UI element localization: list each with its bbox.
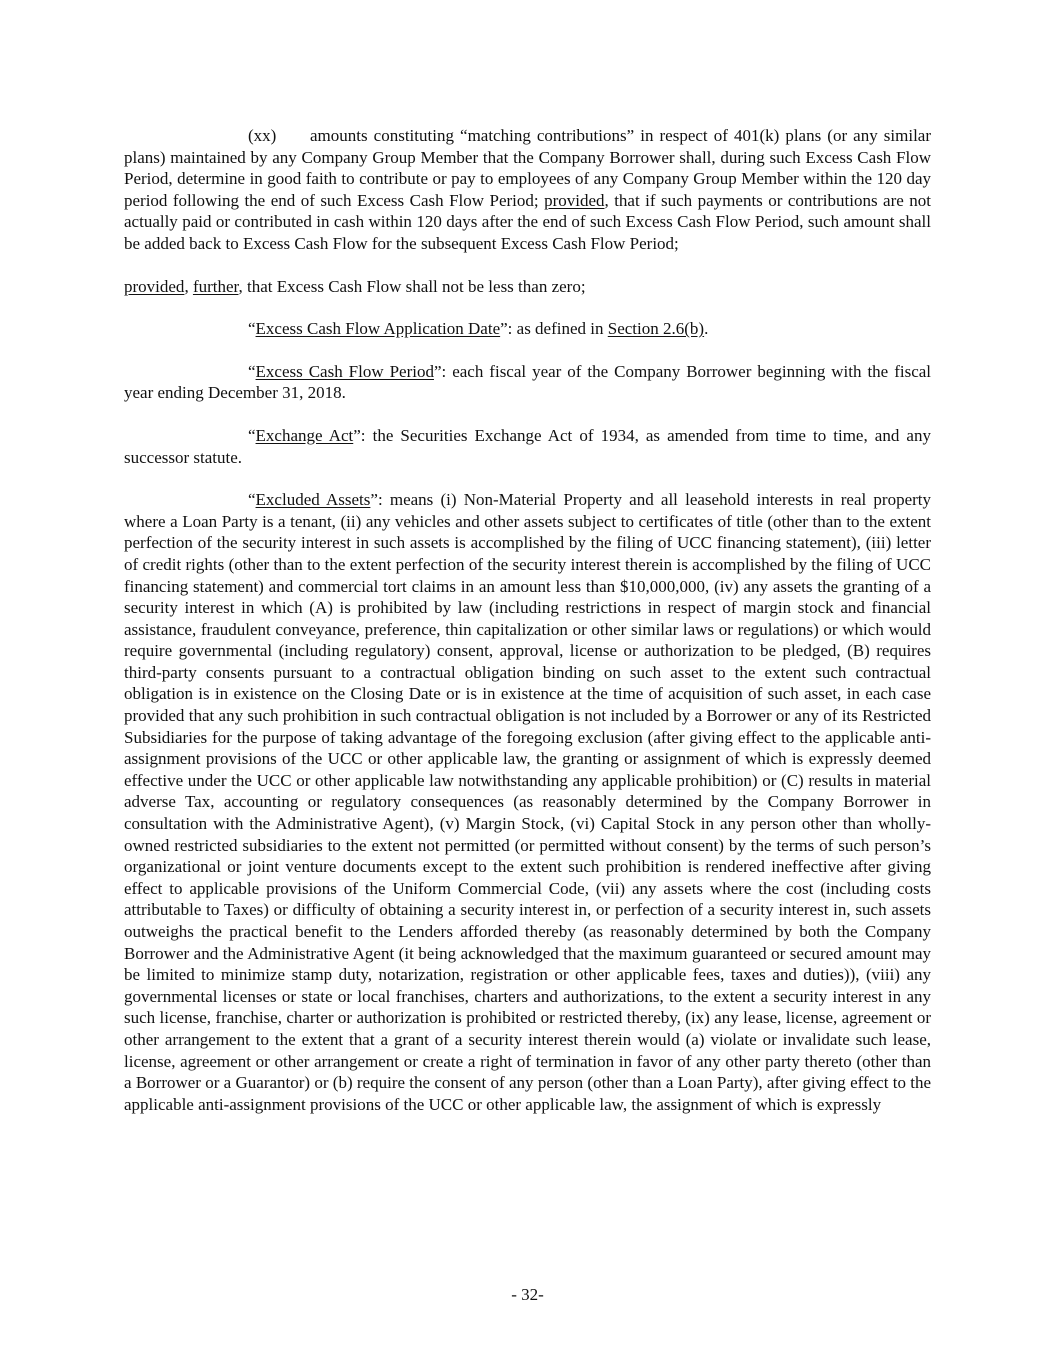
proviso-text: , that Excess Cash Flow shall not be less than zero; xyxy=(238,276,586,296)
defined-term: Excess Cash Flow Application Date xyxy=(255,319,501,339)
paragraph-number: (xx) xyxy=(248,126,277,145)
open-quote: “ xyxy=(248,319,256,339)
definition-excluded-assets xyxy=(124,489,931,1115)
open-quote: “ xyxy=(248,425,256,445)
provided-term: provided xyxy=(544,190,605,210)
page-number: - 32- xyxy=(511,1285,544,1304)
defined-term: Excess Cash Flow Period xyxy=(255,361,434,381)
definition-text: ”: means (i) Non-Material Property and all leasehold interests in real property where a Loan Party is a tenant, (ii) any vehicles and other assets subject to certificates of title (other than to the extent perfection of the security interest in such assets is accomplished by the filing of UCC financing statement), (iii) letter of credit rights (other than to the extent perfection of the security interest therein is accomplished by the filing of UCC financing statement) and commercial tort claims in an amount less than $10,000,000, (iv) any assets the granting of a security interest in which (A) is prohibited by law (including restrictions in respect of margin stock and financial assistance, fraudulent conveyance, preference, thin capitalization or other similar laws or regulations) or which would require governmental (including regulatory) consent, approval, license or authorization to be pledged, (B) requires third-party consents pursuant to a contractual obligation binding on such asset to the extent such contractual obligation is in existence on the Closing Date or is in existence at the time of acquisition of such asset, in each case provided that any such prohibition in such contractual obligation is not included by a Borrower or any of its Restricted Subsidiaries for the purpose of taking advantage of the foregoing exclusion (after giving effect to the applicable anti-assignment provisions of the UCC or other applicable law, the granting or assignment of which is expressly deemed effective under the UCC or other applicable law notwithstanding any applicable prohibition) or (C) results in material adverse Tax, accounting or regulatory consequences (as reasonably determined by the Company Borrower in consultation with the Administrative Agent), (v) Margin Stock, (vi) Capital Stock in any person other than wholly-owned restricted subsidiaries to the extent not permitted (or permitted without consent) by the terms of such person’s organizational or joint venture documents except to the extent such prohibition is rendered ineffective after giving effect to applicable provisions of the Uniform Commercial Code, (vii) any assets where the cost (including costs attributable to Taxes) or difficulty of obtaining a security interest in, or perfection of a security interest in, such assets outweighs the practical benefit to the Lenders afforded thereby (as reasonably determined by both the Company Borrower and the Administrative Agent (it being acknowledged that the maximum guaranteed or secured amount may be limited to minimize stamp duty, notarization, registration or other applicable fees, taxes and duties)), (viii) any governmental licenses or state or local franchises, charters and authorizations, to the extent a security interest in any such license, franchise, charter or authorization is prohibited or restricted thereby, (ix) any lease, license, agreement or other arrangement to the extent that a grant of a security interest therein would (a) violate or invalidate such lease, license, agreement or other arrangement or create a right of termination in favor of any other party thereto (other than a Borrower or a Guarantor) or (b) require the consent of any person (other than a Loan Party), after giving effect to the applicable anti-assignment provisions of the UCC or other applicable law, the assignment of which is expressly xyxy=(124,490,931,1114)
definition-text: ”: each fiscal year of the Company Borrower beginning with the fiscal year ending December 31, 2018. xyxy=(124,361,932,403)
document-body xyxy=(124,125,931,1136)
defined-term: Excluded Assets xyxy=(255,490,371,510)
defined-term: Exchange Act xyxy=(255,425,354,445)
proviso-separator: , xyxy=(184,276,193,296)
paragraph-xx xyxy=(124,125,931,255)
provided-term: provided xyxy=(124,276,185,296)
further-term: further xyxy=(192,276,239,296)
proviso-paragraph xyxy=(124,276,931,298)
section-reference: Section 2.6(b) xyxy=(607,319,705,339)
open-quote: “ xyxy=(248,361,256,381)
definition-exchange-act xyxy=(124,425,931,468)
definition-text: ”: as defined in xyxy=(500,319,608,339)
paragraph-text-continued: , that if such payments or contributions are not actually paid or contributed in cash within 120 days after the end of such Excess Cash Flow Period, such amount shall be added back to Excess Cash Flow for the subsequent Excess Cash Flow Period; xyxy=(124,190,931,253)
definition-text: ”: the Securities Exchange Act of 1934, as amended from time to time, and any successor statute. xyxy=(124,425,931,467)
paragraph-text: amounts constituting “matching contributions” in respect of 401(k) plans (or any similar plans) maintained by any Company Group Member that the Company Borrower shall, during such Excess Cash Flow Period, determine in good faith to contribute or pay to employees of any Company Group Member within the 120 day period following the end of such Excess Cash Flow Period; xyxy=(124,126,931,210)
definition-excess-cash-flow-period xyxy=(124,361,931,404)
definition-end: . xyxy=(704,319,709,339)
open-quote: “ xyxy=(248,490,256,510)
definition-excess-cash-flow-application-date xyxy=(124,318,931,340)
